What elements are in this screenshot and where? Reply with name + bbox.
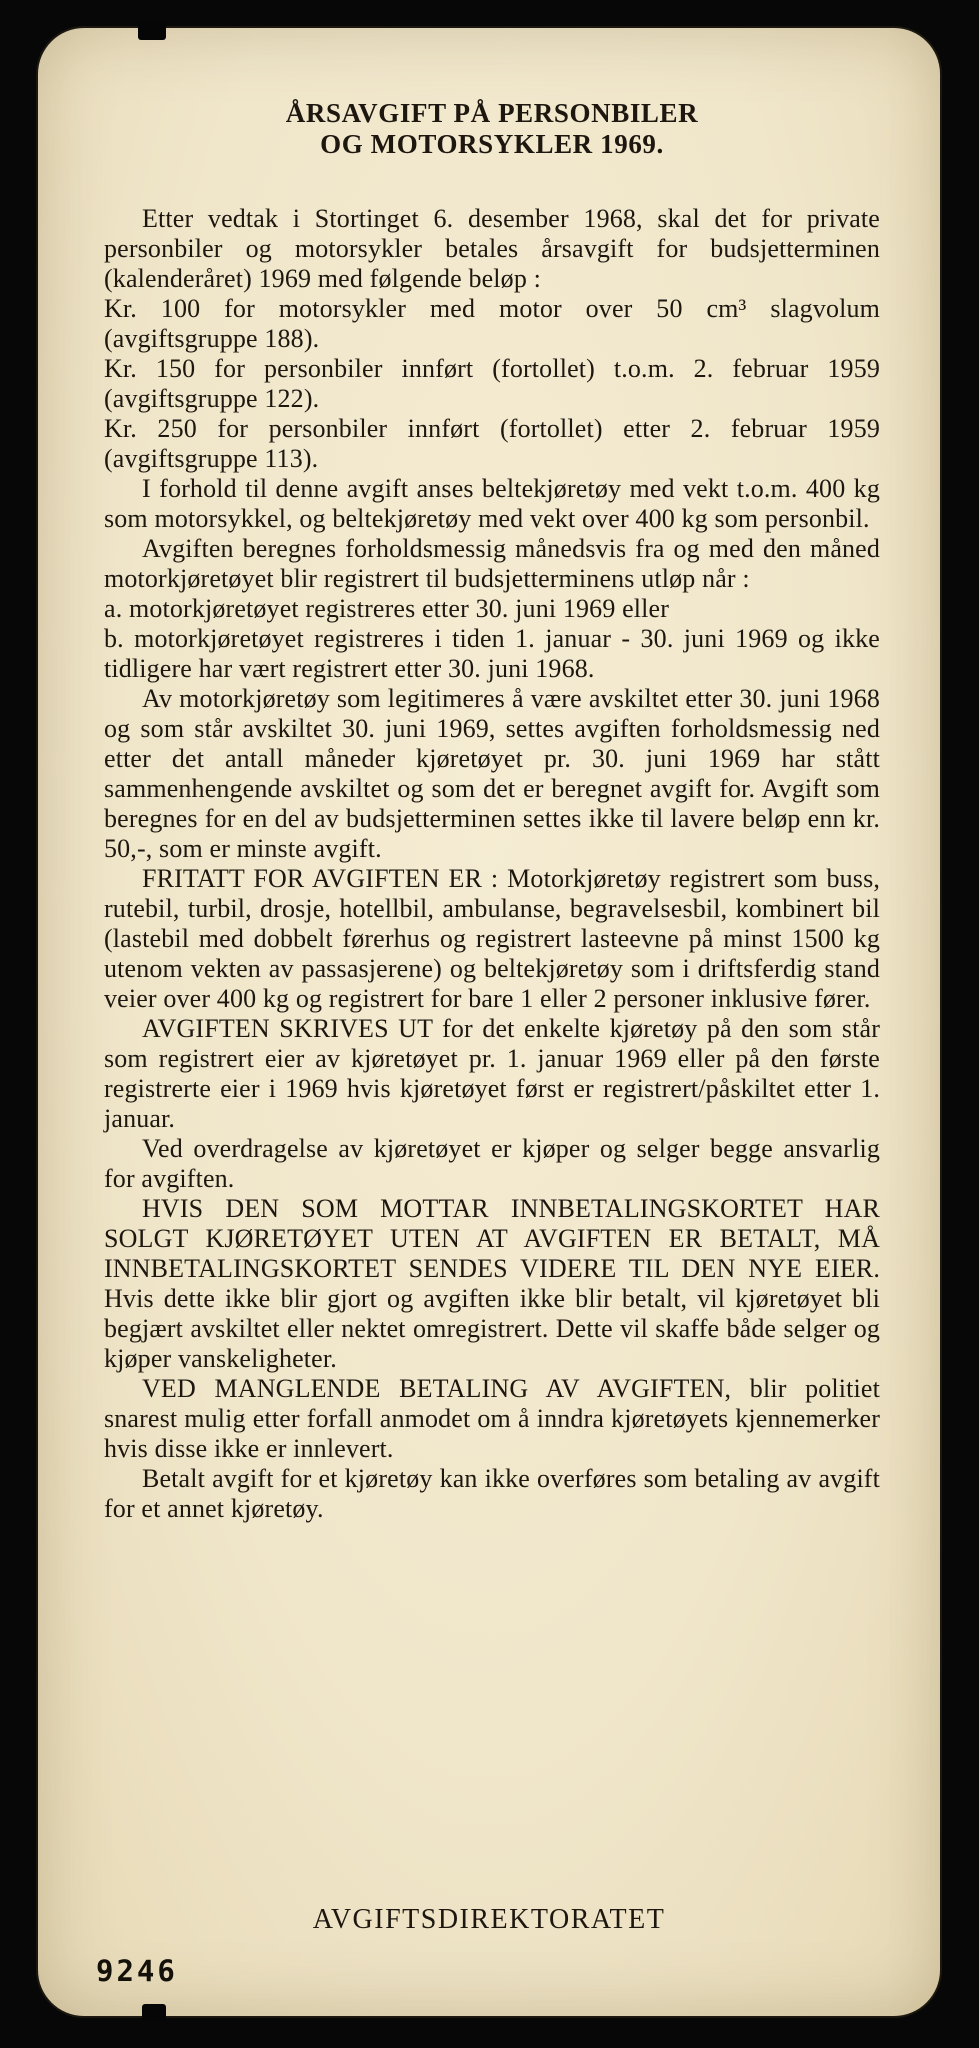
paragraph: Avgiften beregnes forholdsmessig månedsvis fra og med den måned motorkjøretøyet blir registrert til budsjetterminens utløp når : <box>104 534 880 593</box>
paragraph: Kr. 100 for motorsykler med motor over 50 cm³ slagvolum (avgiftsgruppe 188). <box>104 294 880 353</box>
paragraph: I forhold til denne avgift anses beltekjøretøy med vekt t.o.m. 400 kg som motorsykkel, og beltekjøretøy med vekt over 400 kg som personbil. <box>104 474 880 533</box>
binding-notch-top <box>138 20 166 40</box>
document-title <box>104 98 880 160</box>
paragraph: Kr. 250 for personbiler innført (fortollet) etter 2. februar 1959 (avgiftsgruppe 113). <box>104 414 880 473</box>
title-line-2: OG MOTORSYKLER 1969. <box>320 129 664 159</box>
binding-notch-bottom <box>142 2004 166 2022</box>
paragraph: b. motorkjøretøyet registreres i tiden 1. januar - 30. juni 1969 og ikke tidligere har vært registrert etter 30. juni 1968. <box>104 624 880 683</box>
paragraph: AVGIFTEN SKRIVES UT for det enkelte kjøretøy på den som står som registrert eier av kjøretøyet pr. 1. januar 1969 eller på den første registrerte eier i 1969 hvis kjøretøyet først er registrert/påskiltet etter 1. januar. <box>104 1014 880 1133</box>
paragraph: Av motorkjøretøy som legitimeres å være avskiltet etter 30. juni 1968 og som står avskiltet 30. juni 1969, settes avgiften forholdsmessig ned etter det antall måneder kjøretøyet pr. 30. juni 1969 har stått sammenhengende avskiltet og som det er beregnet avgift for. Avgift som beregnes for en del av budsjetterminen settes ikke til lavere beløp enn kr. 50,-, som er minste avgift. <box>104 684 880 863</box>
document-card <box>38 28 940 2016</box>
paragraph: Ved overdragelse av kjøretøyet er kjøper og selger begge ansvarlig for avgiften. <box>104 1134 880 1193</box>
paragraph: Betalt avgift for et kjøretøy kan ikke overføres som betaling av avgift for et annet kjøretøy. <box>104 1464 880 1523</box>
paragraph: VED MANGLENDE BETALING AV AVGIFTEN, blir politiet snarest mulig etter forfall anmodet om å inndra kjøretøyets kjennemerker hvis disse ikke er innlevert. <box>104 1374 880 1463</box>
paragraph: FRITATT FOR AVGIFTEN ER : Motorkjøretøy registrert som buss, rutebil, turbil, drosje, hotellbil, ambulanse, begravelsesbil, kombinert bil (lastebil med dobbelt førerhus og registrert lasteevne på minst 1500 kg utenom vekten av passasjerene) og beltekjøretøy som i driftsferdig stand veier over 400 kg og registrert for bare 1 eller 2 personer inklusive fører. <box>104 864 880 1013</box>
paragraph: HVIS DEN SOM MOTTAR INNBETALINGSKORTET HAR SOLGT KJØRETØYET UTEN AT AVGIFTEN ER BETALT, MÅ INNBETALINGSKORTET SENDES VIDERE TIL DEN NYE EIER. Hvis dette ikke blir gjort og avgiften ikke blir betalt, vil kjøretøyet bli begjært avskiltet eller nektet omregistrert. Dette vil skaffe både selger og kjøper vanskeligheter. <box>104 1194 880 1373</box>
paragraph: a. motorkjøretøyet registreres etter 30. juni 1969 eller <box>104 594 670 623</box>
form-number: 9246 <box>96 1954 178 1988</box>
paragraphs <box>104 204 880 1524</box>
paragraph: Kr. 150 for personbiler innført (fortollet) t.o.m. 2. februar 1959 (avgiftsgruppe 122). <box>104 354 880 413</box>
issuer-name: AVGIFTSDIREKTORATET <box>312 1904 666 1935</box>
document-content <box>104 98 880 1524</box>
paragraph: Etter vedtak i Stortinget 6. desember 1968, skal det for private personbiler og motorsykler betales årsavgift for budsjetterminen (kalenderåret) 1969 med følgende beløp : <box>104 204 880 293</box>
title-line-1: ÅRSAVGIFT PÅ PERSONBILER <box>285 98 699 128</box>
